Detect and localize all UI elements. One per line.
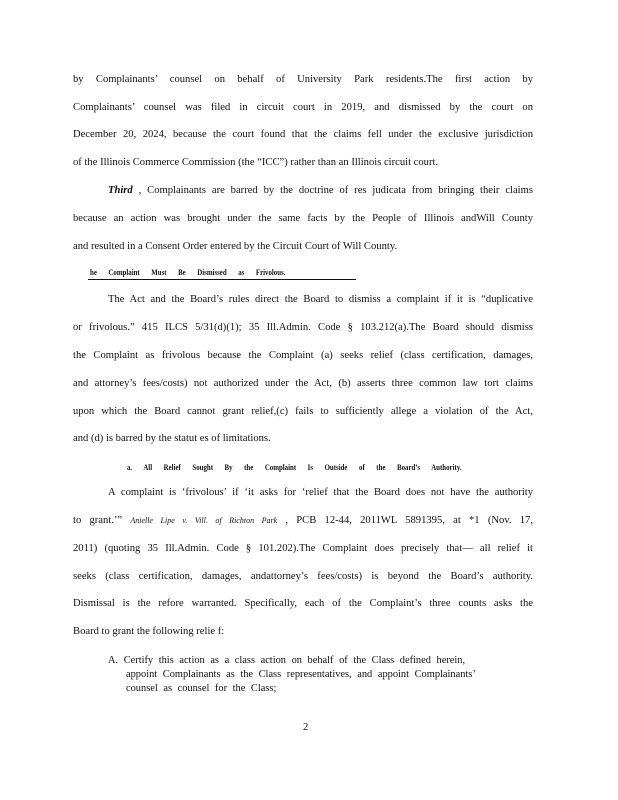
emphasis-third: Third — [108, 185, 133, 196]
list-item-continuation: counsel as counsel for the Class; — [126, 683, 277, 694]
paragraph-line: of the Illinois Commerce Commission (the “ICC”) rather than an Illinois circuit court. — [73, 157, 439, 168]
paragraph-line: Complainants’ counsel was filed in circuit court in 2019, and dismissed by the court on — [73, 102, 533, 113]
paragraph-line: by Complainants’ counsel on behalf of University Park residents.The first action by — [73, 74, 533, 85]
paragraph-line: A complaint is ‘frivolous’ if ‘it asks for ‘relief that the Board does not have the authority — [108, 487, 533, 498]
heading-underline — [88, 279, 356, 280]
paragraph-text: , Complainants are barred by the doctrine of res judicata from bringing their claims — [132, 185, 533, 196]
list-item-continuation: appoint Complainants as the Class representatives, and appoint Complainants’ — [126, 669, 476, 680]
list-item: A. Certify this action as a class action on behalf of the Class defined herein, — [108, 655, 466, 666]
paragraph-line: Dismissal is the refore warranted. Specifically, each of the Complaint’s three counts asks the — [73, 598, 533, 609]
paragraph-line: Board to grant the following relie f: — [73, 626, 225, 637]
paragraph-line: The Act and the Board’s rules direct the Board to dismiss a complaint if it is “duplicative — [108, 294, 533, 305]
subsection-heading: a. All Relief Sought By the Complaint Is Outside of the Board’s Authority. — [127, 463, 462, 472]
paragraph-line: December 20, 2024, because the court found that the claims fell under the exclusive jurisdiction — [73, 129, 533, 140]
paragraph-line: or frivolous.” 415 ILCS 5/31(d)(1); 35 Ill.Admin. Code § 103.212(a).The Board should dismiss — [73, 322, 533, 333]
paragraph-line: the Complaint as frivolous because the Complaint (a) seeks relief (class certification, damages, — [73, 350, 533, 361]
paragraph-line: seeks (class certification, damages, andattorney’s fees/costs) is beyond the Board’s authority. — [73, 571, 533, 582]
case-citation: Anielle Lipe v. Vill. of Richton Park — [130, 516, 278, 525]
paragraph-text: , PCB 12-44, 2011WL 5891395, at *1 (Nov. 17, — [277, 515, 534, 526]
paragraph-line: and (d) is barred by the statut es of limitations. — [73, 433, 271, 444]
section-heading: he Complaint Must Be Dismissed as Frivolous. — [90, 268, 286, 277]
paragraph-line: because an action was brought under the same facts by the People of Illinois andWill County — [73, 213, 533, 224]
paragraph-line — [108, 184, 533, 198]
paragraph-line: and attorney’s fees/costs) not authorized under the Act, (b) asserts three common law tort claims — [73, 378, 533, 389]
paragraph-line — [73, 514, 533, 528]
paragraph-line: and resulted in a Consent Order entered by the Circuit Court of Will County. — [73, 241, 398, 252]
paragraph-line: upon which the Board cannot grant relief,(c) fails to sufficiently allege a violation of the Act, — [73, 406, 533, 417]
page-number: 2 — [303, 722, 309, 733]
paragraph-line: 2011) (quoting 35 Ill.Admin. Code § 101.202).The Complaint does precisely that— all relief it — [73, 543, 533, 554]
paragraph-text: to grant.’” — [73, 515, 131, 526]
